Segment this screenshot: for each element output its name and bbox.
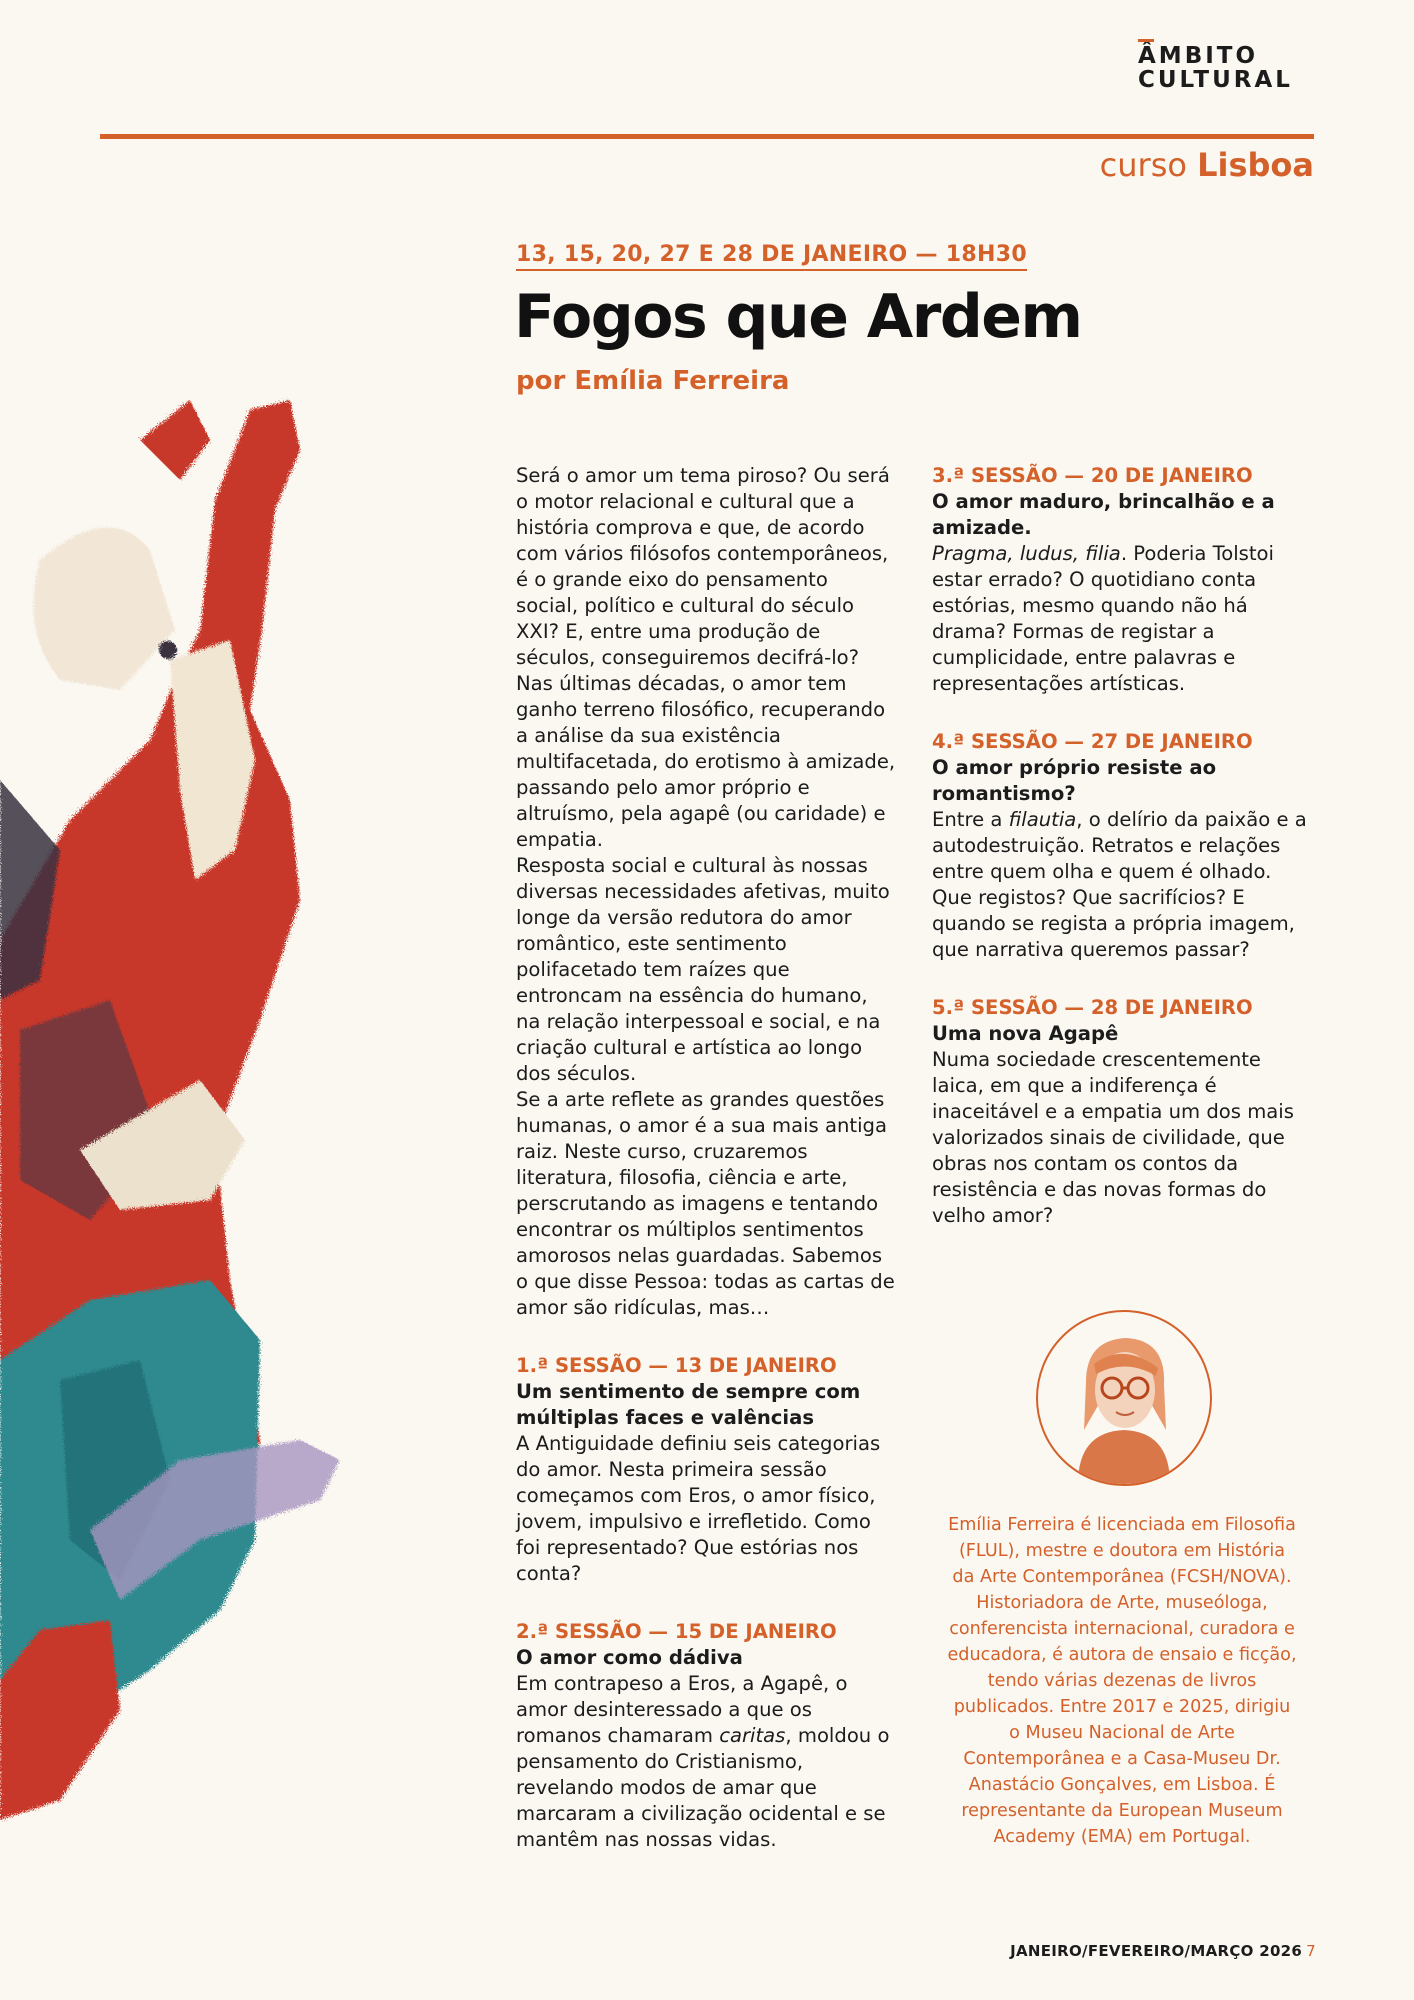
session-2-body-post: , moldou o pensamento do Cristianismo, revelando modos de amar que marcaram a civilização ocidental e se mantêm nas nossas vidas.	[516, 1724, 890, 1851]
page-footer	[1010, 1942, 1316, 1960]
header-rule	[100, 134, 1314, 139]
logo-accent-bar	[1138, 39, 1154, 42]
session-5-title: Uma nova Agapê	[932, 1022, 1119, 1045]
session-2-heading: 2.ª SESSÃO — 15 DE JANEIRO	[516, 1620, 837, 1643]
session-2-title: O amor como dádiva	[516, 1646, 743, 1669]
cello-player-painting	[0, 380, 340, 1900]
section-prefix: curso	[1099, 146, 1187, 184]
intro-paragraph: Resposta social e cultural às nossas diversas necessidades afetivas, muito longe da versão redutora do amor romântico, este sentimento polifacetado tem raízes que entroncam na essência do humano, na relação interpessoal e social, e na criação cultural e artística ao longo dos séculos.	[516, 854, 890, 1085]
intro-paragraph: Nas últimas décadas, o amor tem ganho terreno filosófico, recuperando a análise da sua existência multifacetada, do erotismo à amizade, passando pelo amor próprio e altruísmo, pela agapê (ou caridade) e empatia.	[516, 672, 896, 851]
session-5-heading: 5.ª SESSÃO — 28 DE JANEIRO	[932, 996, 1253, 1019]
logo-line-1: ÂMBITO	[1138, 43, 1259, 69]
session-2-body-pre: Em contrapeso a Eros, a Agapê, o amor desinteressado a que os romanos chamaram	[516, 1672, 848, 1747]
session-1-body: A Antiguidade definiu seis categorias do amor. Nesta primeira sessão começamos com Eros, o amor físico, jovem, impulsivo e irrefletido. Como foi representado? Que estórias nos conta?	[516, 1432, 881, 1585]
session-4-body-emphasis: filautia	[1008, 808, 1077, 831]
session-2-body-emphasis: caritas	[719, 1724, 786, 1747]
event-dates: 13, 15, 20, 27 E 28 DE JANEIRO — 18H30	[516, 242, 1027, 271]
session-1-title: Um sentimento de sempre com múltiplas faces e valências	[516, 1380, 861, 1429]
left-column	[516, 463, 896, 1853]
session-4-body-pre: Entre a	[932, 808, 1009, 831]
author-portrait-drawing	[1038, 1312, 1210, 1484]
session-1-heading: 1.ª SESSÃO — 13 DE JANEIRO	[516, 1354, 837, 1377]
session-3-heading: 3.ª SESSÃO — 20 DE JANEIRO	[932, 464, 1253, 487]
session-3-body-emphasis: Pragma, ludus, filia	[932, 542, 1121, 565]
session-2-body	[516, 1671, 896, 1853]
event-title: Fogos que Ardem	[514, 282, 1082, 352]
author-bio: Emília Ferreira é licenciada em Filosofia (FLUL), mestre e doutora em História da Arte Contemporânea (FCSH/NOVA). Historiadora de Arte, museóloga, conferencista internacional, curadora e educadora, é autora de ensaio e ficção, tendo várias dezenas de livros publicados. Entre 2017 e 2025, dirigiu o Museu Nacional de Arte Contemporânea e a Casa-Museu Dr. Anastácio Gonçalves, em Lisboa. É representante da European Museum Academy (EMA) em Portugal.	[947, 1515, 1297, 1847]
event-byline: por Emília Ferreira	[516, 366, 790, 396]
issue-date: JANEIRO/FEVEREIRO/MARÇO 2026	[1010, 1942, 1303, 1960]
session-3-body-post: . Poderia Tolstoi estar errado? O quotidiano conta estórias, mesmo quando não há drama? Formas de registar a cumplicidade, entre palavras e representações artísticas.	[932, 542, 1274, 695]
section-city: Lisboa	[1197, 146, 1314, 184]
intro-paragraph: Será o amor um tema piroso? Ou será o motor relacional e cultural que a história comprova e que, de acordo com vários filósofos contemporâneos, é o grande eixo do pensamento social, político e cultural do século XXI? E, entre uma produção de séculos, conseguiremos decifrá-lo?	[516, 464, 890, 669]
intro-paragraph: Se a arte reflete as grandes questões humanas, o amor é a sua mais antiga raiz. Neste curso, cruzaremos literatura, filosofia, ciência e arte, perscrutando as imagens e tentando encontrar os múltiplos sentimentos amorosos nelas guardadas. Sabemos o que disse Pessoa: todas as cartas de amor são ridículas, mas…	[516, 1088, 895, 1319]
logo-line-2: CULTURAL	[1138, 67, 1293, 93]
author-portrait	[1036, 1310, 1212, 1486]
page-number: 7	[1306, 1942, 1316, 1960]
section-label	[1100, 146, 1314, 184]
session-3-title: O amor maduro, brincalhão e a amizade.	[932, 490, 1275, 539]
session-4-title: O amor próprio resiste ao romantismo?	[932, 756, 1217, 805]
session-4-body	[932, 807, 1317, 963]
ambito-cultural-logo	[1138, 44, 1293, 92]
session-4-heading: 4.ª SESSÃO — 27 DE JANEIRO	[932, 730, 1253, 753]
session-5-body: Numa sociedade crescentemente laica, em que a indiferença é inaceitável e a empatia um dos mais valorizados sinais de civilidade, que obras nos contam os contos da resistência e das novas formas do velho amor?	[932, 1048, 1294, 1227]
right-column	[932, 463, 1317, 1229]
session-4-body-post: , o delírio da paixão e a autodestruição. Retratos e relações entre quem olha e quem é olhado. Que registos? Que sacrifícios? E quando se regista a própria imagem, que narrativa queremos passar?	[932, 808, 1307, 961]
session-3-body	[932, 541, 1317, 697]
